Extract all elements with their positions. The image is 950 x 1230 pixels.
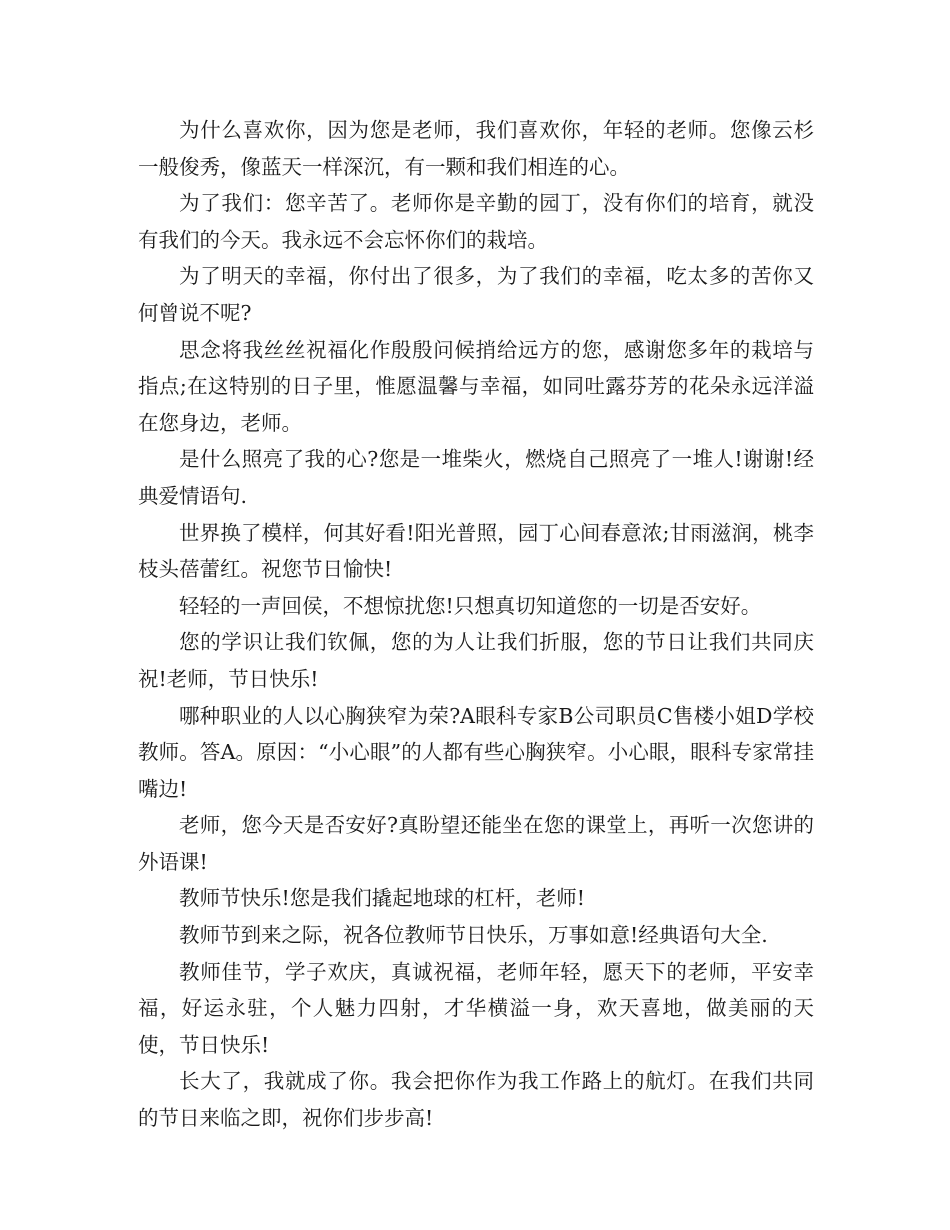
document-body xyxy=(138,112,814,1137)
paragraph: 是什么照亮了我的心?您是一堆柴火，燃烧自己照亮了一堆人!谢谢!经典爱情语句. xyxy=(138,447,814,508)
paragraph: 思念将我丝丝祝福化作殷殷问候捎给远方的您，感谢您多年的栽培与指点;在这特别的日子里，惟愿温馨与幸福，如同吐露芬芳的花朵永远洋溢在您身边，老师。 xyxy=(138,337,814,435)
paragraph: 为了我们：您辛苦了。老师你是辛勤的园丁，没有你们的培育，就没有我们的今天。我永远不会忘怀你们的栽培。 xyxy=(138,191,814,252)
paragraph: 老师，您今天是否安好?真盼望还能坐在您的课堂上，再听一次您讲的外语课! xyxy=(138,813,814,874)
paragraph: 您的学识让我们钦佩，您的为人让我们折服，您的节日让我们共同庆祝!老师，节日快乐! xyxy=(138,630,814,691)
paragraph: 教师节到来之际，祝各位教师节日快乐，万事如意!经典语句大全. xyxy=(179,923,768,948)
paragraph: 轻轻的一声回侯，不想惊扰您!只想真切知道您的一切是否安好。 xyxy=(179,593,762,618)
paragraph: 教师节快乐!您是我们撬起地球的杠杆，老师! xyxy=(179,886,585,911)
paragraph: 为什么喜欢你，因为您是老师，我们喜欢你，年轻的老师。您像云杉一般俊秀，像蓝天一样深沉，有一颗和我们相连的心。 xyxy=(138,118,814,179)
paragraph: 教师佳节，学子欢庆，真诚祝福，老师年轻，愿天下的老师，平安幸福，好运永驻，个人魅力四射，才华横溢一身，欢天喜地，做美丽的天使，节日快乐! xyxy=(138,959,814,1057)
paragraph: 哪种职业的人以心胸狭窄为荣?A眼科专家B公司职员C售楼小姐D学校教师。答A。原因：“小心眼”的人都有些心胸狭窄。小心眼，眼科专家常挂嘴边! xyxy=(138,703,814,801)
paragraph: 长大了，我就成了你。我会把你作为我工作路上的航灯。在我们共同的节日来临之即，祝你们步步高! xyxy=(138,1069,814,1131)
paragraph: 世界换了模样，何其好看!阳光普照，园丁心间春意浓;甘雨滋润，桃李枝头蓓蕾红。祝您节日愉快! xyxy=(138,520,814,582)
paragraph: 为了明天的幸福，你付出了很多，为了我们的幸福，吃太多的苦你又何曾说不呢? xyxy=(138,264,814,325)
